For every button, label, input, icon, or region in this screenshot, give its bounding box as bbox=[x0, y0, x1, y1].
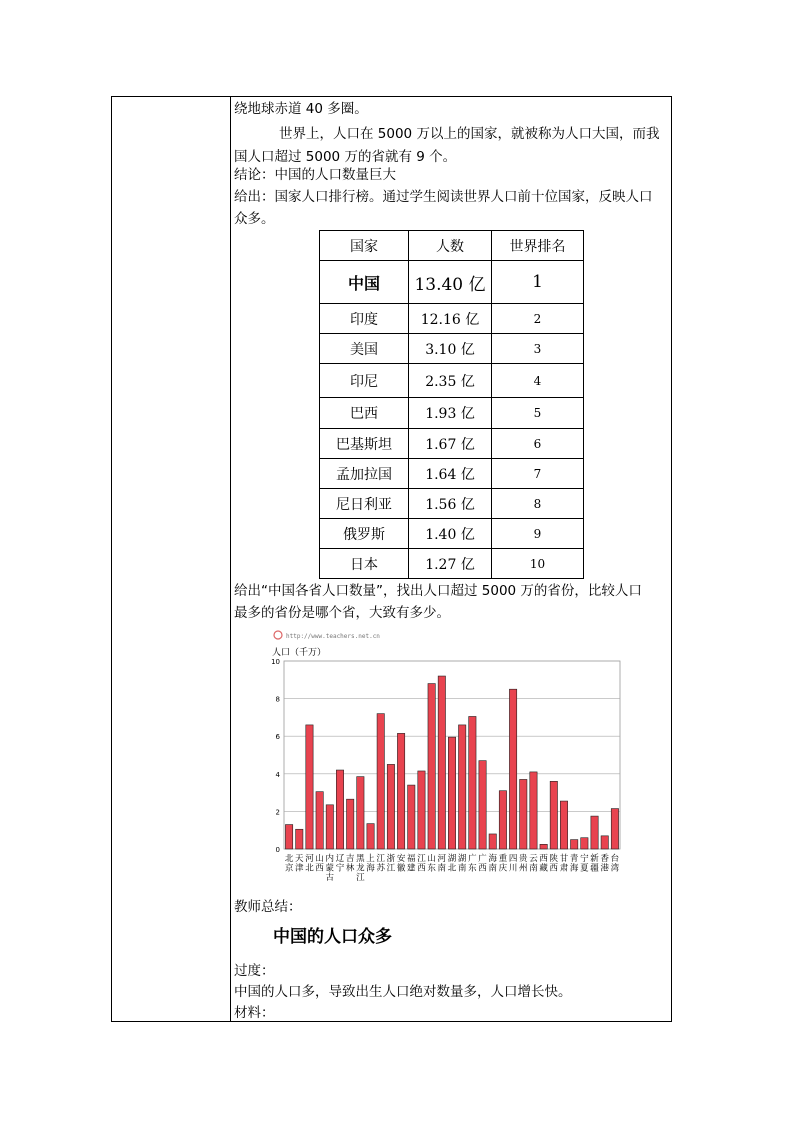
table-row bbox=[320, 429, 584, 459]
bar-江西 bbox=[418, 771, 425, 849]
bar-北京 bbox=[285, 825, 292, 849]
cell-population: 13.40 亿 bbox=[409, 261, 492, 304]
cell-population: 1.56 亿 bbox=[409, 489, 492, 519]
x-tick-label: 台湾 bbox=[610, 854, 620, 874]
watermark bbox=[274, 631, 380, 640]
x-tick-label: 辽宁 bbox=[335, 854, 345, 874]
cell-country: 巴基斯坦 bbox=[320, 429, 409, 459]
table-row bbox=[320, 304, 584, 334]
cell-country: 中国 bbox=[320, 261, 409, 304]
bar-四川 bbox=[509, 689, 516, 849]
cell-population: 3.10 亿 bbox=[409, 334, 492, 364]
bar-贵州 bbox=[520, 779, 527, 849]
bar-宁夏 bbox=[581, 838, 588, 849]
province-population-chart bbox=[270, 628, 626, 890]
bar-江苏 bbox=[377, 714, 384, 849]
bar-新疆 bbox=[591, 816, 598, 849]
x-tick-label: 福建 bbox=[407, 854, 416, 874]
bar-福建 bbox=[408, 785, 415, 849]
bar-香港 bbox=[601, 836, 608, 849]
x-tick-label: 新疆 bbox=[590, 854, 599, 874]
population-ranking-table bbox=[319, 230, 584, 579]
x-tick-label: 甘肃 bbox=[559, 854, 569, 874]
cell-rank: 6 bbox=[492, 429, 584, 459]
y-axis-label: 人口（千万） bbox=[272, 648, 327, 658]
column-divider bbox=[230, 97, 231, 1021]
bar-山西 bbox=[316, 792, 323, 849]
x-tick-label: 上海 bbox=[366, 854, 375, 874]
paragraph-6: 众多。 bbox=[234, 211, 275, 227]
cell-population: 2.35 亿 bbox=[409, 364, 492, 398]
x-tick-label: 内蒙古 bbox=[325, 854, 335, 883]
bar-浙江 bbox=[387, 764, 394, 849]
cell-rank: 10 bbox=[492, 549, 584, 579]
bar-上海 bbox=[367, 824, 374, 849]
paragraph-7: 给出“中国各省人口数量”，找出人口超过 5000 万的省份，比较人口 bbox=[234, 583, 642, 599]
header-population: 人数 bbox=[409, 231, 492, 261]
cell-country: 尼日利亚 bbox=[320, 489, 409, 519]
x-tick-label: 香港 bbox=[600, 854, 609, 874]
cell-population: 12.16 亿 bbox=[409, 304, 492, 334]
bar-西藏 bbox=[540, 844, 547, 849]
conclusion-line: 结论：中国的人口数量巨大 bbox=[234, 167, 396, 183]
x-tick-label: 贵州 bbox=[519, 854, 528, 874]
y-tick-label: 2 bbox=[275, 808, 280, 817]
cell-rank: 8 bbox=[492, 489, 584, 519]
bar-山东 bbox=[428, 684, 435, 849]
cell-country: 印尼 bbox=[320, 364, 409, 398]
bar-天津 bbox=[296, 829, 303, 849]
chart-x-labels bbox=[285, 853, 620, 883]
paragraph-1: 绕地球赤道 40 多圈。 bbox=[234, 101, 368, 117]
summary-title: 中国的人口众多 bbox=[273, 927, 392, 947]
bar-云南 bbox=[530, 772, 537, 849]
x-tick-label: 宁夏 bbox=[580, 854, 589, 874]
x-tick-label: 青海 bbox=[569, 854, 579, 874]
bar-河北 bbox=[306, 725, 313, 849]
cell-population: 1.27 亿 bbox=[409, 549, 492, 579]
x-tick-label: 陕西 bbox=[549, 854, 559, 874]
table-header-row bbox=[320, 231, 584, 261]
table-row bbox=[320, 398, 584, 429]
bar-台湾 bbox=[611, 809, 618, 849]
bar-辽宁 bbox=[336, 770, 343, 849]
paragraph-2: 世界上，人口在 5000 万以上的国家，就被称为人口大国，而我 bbox=[279, 126, 660, 142]
y-tick-label: 10 bbox=[271, 658, 280, 666]
paragraph-5: 给出：国家人口排行榜。通过学生阅读世界人口前十位国家，反映人口 bbox=[234, 189, 653, 205]
bar-甘肃 bbox=[560, 801, 567, 849]
y-tick-label: 8 bbox=[275, 695, 280, 704]
table-row bbox=[320, 334, 584, 364]
cell-population: 1.67 亿 bbox=[409, 429, 492, 459]
teacher-summary-label: 教师总结： bbox=[234, 899, 302, 915]
table-row bbox=[320, 519, 584, 549]
bar-青海 bbox=[571, 840, 578, 849]
x-tick-label: 云南 bbox=[529, 854, 538, 874]
x-tick-label: 西藏 bbox=[539, 854, 548, 874]
x-tick-label: 海南 bbox=[488, 854, 497, 874]
cell-country: 印度 bbox=[320, 304, 409, 334]
paragraph-8: 最多的省份是哪个省，大致有多少。 bbox=[234, 605, 450, 621]
cell-population: 1.40 亿 bbox=[409, 519, 492, 549]
y-tick-label: 6 bbox=[275, 733, 280, 742]
cell-country: 俄罗斯 bbox=[320, 519, 409, 549]
x-tick-label: 广西 bbox=[478, 854, 487, 874]
cell-rank: 4 bbox=[492, 364, 584, 398]
bar-吉林 bbox=[347, 799, 354, 849]
x-tick-label: 广东 bbox=[468, 854, 477, 874]
table-row bbox=[320, 364, 584, 398]
bar-内蒙古 bbox=[326, 805, 333, 849]
paragraph-9: 中国的人口多，导致出生人口绝对数量多，人口增长快。 bbox=[234, 984, 572, 1000]
table-row bbox=[320, 549, 584, 579]
bar-湖南 bbox=[459, 725, 466, 849]
x-tick-label: 北京 bbox=[284, 854, 294, 874]
x-tick-label: 山西 bbox=[315, 854, 324, 874]
y-tick-label: 4 bbox=[275, 770, 280, 779]
y-tick-label: 0 bbox=[275, 846, 280, 854]
bar-安徽 bbox=[397, 733, 404, 849]
table-row bbox=[320, 459, 584, 489]
table-row bbox=[320, 261, 584, 304]
x-tick-label: 黑龙江 bbox=[356, 854, 365, 883]
cell-country: 日本 bbox=[320, 549, 409, 579]
chart-bars bbox=[285, 676, 618, 849]
bar-湖北 bbox=[448, 737, 455, 849]
material-label: 材料： bbox=[234, 1005, 275, 1021]
cell-rank: 3 bbox=[492, 334, 584, 364]
cell-rank: 1 bbox=[492, 261, 584, 304]
x-tick-label: 河北 bbox=[305, 854, 314, 874]
bar-陕西 bbox=[550, 781, 557, 849]
bar-海南 bbox=[489, 834, 496, 849]
bar-河南 bbox=[438, 676, 445, 849]
header-rank: 世界排名 bbox=[492, 231, 584, 261]
cell-population: 1.64 亿 bbox=[409, 459, 492, 489]
cell-rank: 5 bbox=[492, 398, 584, 429]
x-tick-label: 山东 bbox=[427, 854, 436, 874]
bar-广东 bbox=[469, 716, 476, 849]
x-tick-label: 安徽 bbox=[396, 854, 406, 874]
transition-label: 过度： bbox=[234, 963, 275, 979]
cell-country: 美国 bbox=[320, 334, 409, 364]
paragraph-3: 国人口超过 5000 万的省就有 9 个。 bbox=[234, 149, 457, 165]
x-tick-label: 湖南 bbox=[457, 854, 467, 874]
x-tick-label: 河南 bbox=[437, 854, 447, 874]
x-tick-label: 湖北 bbox=[447, 854, 457, 874]
cell-country: 孟加拉国 bbox=[320, 459, 409, 489]
x-tick-label: 江西 bbox=[417, 854, 426, 874]
x-tick-label: 江苏 bbox=[376, 854, 385, 874]
bar-广西 bbox=[479, 761, 486, 849]
x-tick-label: 吉林 bbox=[345, 854, 355, 874]
cell-rank: 2 bbox=[492, 304, 584, 334]
table-row bbox=[320, 489, 584, 519]
x-tick-label: 浙江 bbox=[386, 854, 396, 874]
header-country: 国家 bbox=[320, 231, 409, 261]
chart-svg bbox=[270, 628, 626, 886]
x-tick-label: 重庆 bbox=[498, 854, 508, 874]
bar-重庆 bbox=[499, 791, 506, 849]
cell-population: 1.93 亿 bbox=[409, 398, 492, 429]
watermark-text: http://www.teachers.net.cn bbox=[286, 633, 380, 640]
x-tick-label: 天津 bbox=[295, 854, 304, 874]
cell-country: 巴西 bbox=[320, 398, 409, 429]
watermark-logo-icon bbox=[274, 631, 282, 639]
x-tick-label: 四川 bbox=[508, 854, 518, 874]
cell-rank: 9 bbox=[492, 519, 584, 549]
bar-黑龙江 bbox=[357, 777, 364, 849]
cell-rank: 7 bbox=[492, 459, 584, 489]
